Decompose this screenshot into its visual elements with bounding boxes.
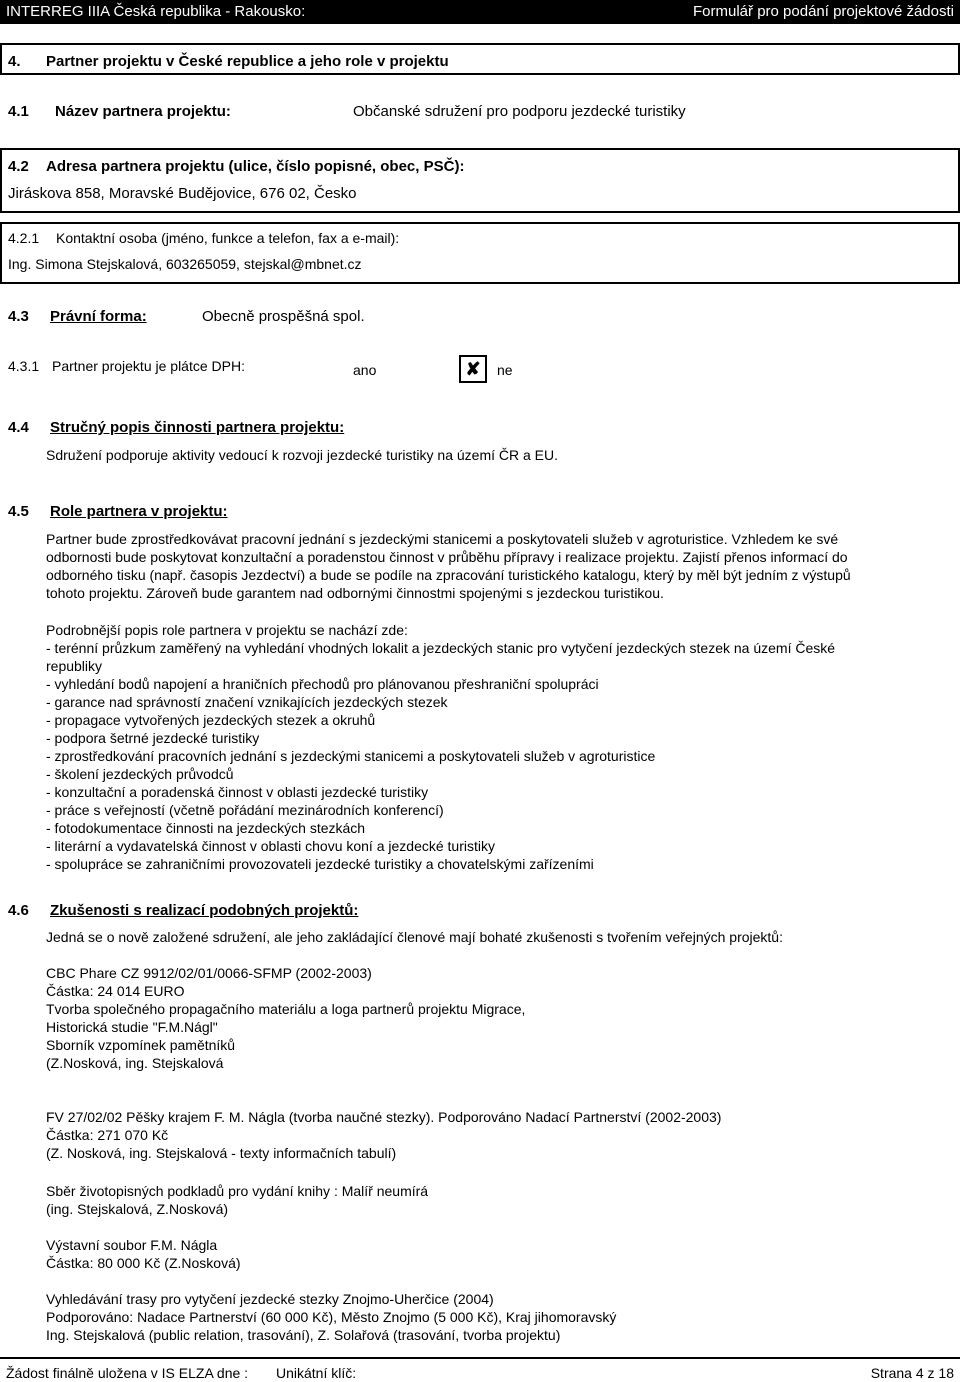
page-header (0, 0, 960, 24)
experience-line: Částka: 80 000 Kč (Z.Nosková) (46, 1255, 241, 1271)
section-4-2-1-label: Kontaktní osoba (jméno, funkce a telefon, fax a e-mail): (56, 230, 400, 246)
footer-saved-date: Žádost finálně uložena v IS ELZA dne : (6, 1365, 249, 1381)
section-4-3-1-number: 4.3.1 (8, 358, 40, 374)
section-4-3-number: 4.3 (8, 308, 29, 325)
experience-line: CBC Phare CZ 9912/02/01/0066-SFMP (2002-2003) (46, 965, 372, 981)
section-4-4-number: 4.4 (8, 419, 29, 436)
experience-line: Částka: 271 070 Kč (46, 1127, 169, 1143)
experience-line: (Z. Nosková, ing. Stejskalová - texty informačních tabulí) (46, 1145, 397, 1161)
vat-yes-label: ano (353, 362, 377, 378)
section-4-1-number: 4.1 (8, 103, 29, 120)
role-line: Partner bude zprostředkovávat pracovní jednání s jezdeckými stanicemi a poskytovateli služeb v agroturistice. Vzhledem ke své (46, 531, 839, 547)
experience-block-5 (46, 1290, 916, 1344)
experience-line: Sborník vzpomínek pamětníků (46, 1037, 236, 1053)
footer-divider (0, 1357, 960, 1359)
list-item: - fotodokumentace činnosti na jezdeckých stezkách (46, 820, 366, 836)
list-item: - zprostředkování pracovních jednání s jezdeckými stanicemi a poskytovateli služeb v agroturistice (46, 748, 656, 764)
list-item: - podpora šetrné jezdecké turistiky (46, 730, 260, 746)
section-4-2-1-number: 4.2.1 (8, 230, 40, 246)
list-item: - práce s veřejností (včetně pořádání mezinárodních konferencí) (46, 802, 444, 818)
experience-intro: Jedná se o nově založené sdružení, ale jeho zakládající členové mají bohaté zkušenosti s tvořením veřejných projektů: (46, 929, 783, 945)
experience-block-1 (46, 964, 916, 1072)
section-4-4-label: Stručný popis činnosti partnera projektu: (50, 419, 345, 436)
list-item: republiky (46, 658, 103, 674)
list-item: - garance nad správností značení vznikajících jezdeckých stezek (46, 694, 448, 710)
header-form-title: Formulář pro podání projektové žádosti (693, 3, 954, 20)
experience-line: Sběr životopisných podkladů pro vydání knihy : Malíř neumírá (46, 1183, 429, 1199)
role-line: tohoto projektu. Zároveň bude garantem nad odbornými činnostmi spojenými s jezdeckou turistikou. (46, 585, 664, 601)
experience-line: FV 27/02/02 Pěšky krajem F. M. Nágla (tvorba naučné stezky). Podporováno Nadací Partnerství (2002-2003) (46, 1109, 722, 1125)
section-4-5-number: 4.5 (8, 503, 29, 520)
vat-no-checkbox[interactable]: ✘ (459, 355, 487, 383)
legal-form-value: Obecně prospěšná spol. (202, 308, 365, 325)
experience-line: (Z.Nosková, ing. Stejskalová (46, 1055, 224, 1071)
experience-line: Podporováno: Nadace Partnerství (60 000 Kč), Město Znojmo (5 000 Kč), Kraj jihomoravský (46, 1309, 617, 1325)
experience-line: Částka: 24 014 EURO (46, 983, 185, 999)
partner-address-value: Jiráskova 858, Moravské Budějovice, 676 02, Česko (8, 185, 357, 202)
role-line: odbornosti bude poskytovat konzultační a poradenstou činnost v průběhu přípravy i realizace projektu. Zajistí přenos informací do (46, 549, 848, 565)
footer-unique-key: Unikátní klíč: (276, 1365, 357, 1381)
list-item: - literární a vydavatelská činnost v oblasti chovu koní a jezdecké turistiky (46, 838, 495, 854)
vat-no-label: ne (497, 362, 513, 378)
footer-page-number: Strana 4 z 18 (870, 1365, 954, 1381)
experience-block-4 (46, 1236, 916, 1272)
list-item: - spolupráce se zahraničními provozovateli jezdecké turistiky a chovatelskými zařízeními (46, 856, 594, 872)
role-list-intro: Podrobnější popis role partnera v projektu se nachází zde: (46, 622, 408, 638)
section-4-2-label: Adresa partnera projektu (ulice, číslo popisné, obec, PSČ): (46, 158, 465, 175)
experience-line: Vyhledávání trasy pro vytyčení jezdecké stezky Znojmo-Uherčice (2004) (46, 1291, 494, 1307)
experience-line: Historická studie "F.M.Nágl" (46, 1019, 218, 1035)
list-item: - propagace vytvořených jezdeckých stezek a okruhů (46, 712, 376, 728)
experience-block-2 (46, 1108, 916, 1162)
section-4-5-label: Role partnera v projektu: (50, 503, 228, 520)
header-program: INTERREG IIIA Česká republika - Rakousko: (6, 3, 306, 20)
list-item: - konzultační a poradenská činnost v oblasti jezdecké turistiky (46, 784, 429, 800)
section-4-6-label: Zkušenosti s realizací podobných projektů: (50, 902, 359, 919)
experience-line: Ing. Stejskalová (public relation, trasování), Z. Solařová (trasování, tvorba projektu) (46, 1327, 561, 1343)
section-4-3-label: Právní forma: (50, 308, 147, 325)
experience-line: Výstavní soubor F.M. Nágla (46, 1237, 218, 1253)
experience-line: Tvorba společného propagačního materiálu a loga partnerů projektu Migrace, (46, 1001, 526, 1017)
activity-description: Sdružení podporuje aktivity vedoucí k rozvoji jezdecké turistiky na území ČR a EU. (46, 447, 559, 463)
list-item: - terénní průzkum zaměřený na vyhledání vhodných lokalit a jezdeckých stanic pro vytyčení jezdeckých stezek na území České (46, 640, 836, 656)
section-4-3-1-label: Partner projektu je plátce DPH: (52, 358, 245, 374)
section-4-title: Partner projektu v České republice a jeho role v projektu (46, 53, 449, 70)
section-4-number: 4. (8, 53, 21, 70)
experience-line: (ing. Stejskalová, Z.Nosková) (46, 1201, 229, 1217)
role-line: odborného tisku (např. časopis Jezdectví) a bude se podíle na zpracování turistického katalogu, který by měl být jedním z výstupů (46, 567, 851, 583)
partner-name-value: Občanské sdružení pro podporu jezdecké turistiky (353, 103, 686, 120)
role-detail-list (46, 621, 916, 873)
list-item: - školení jezdeckých průvodců (46, 766, 234, 782)
section-4-1-label: Název partnera projektu: (55, 103, 231, 120)
list-item: - vyhledání bodů napojení a hraničních přechodů pro plánovanou přeshraniční spolupráci (46, 676, 599, 692)
section-4-2-number: 4.2 (8, 158, 29, 175)
role-paragraph (46, 530, 916, 602)
section-4-6-number: 4.6 (8, 902, 29, 919)
contact-person-value: Ing. Simona Stejskalová, 603265059, stejskal@mbnet.cz (8, 256, 362, 272)
experience-block-3 (46, 1182, 916, 1218)
